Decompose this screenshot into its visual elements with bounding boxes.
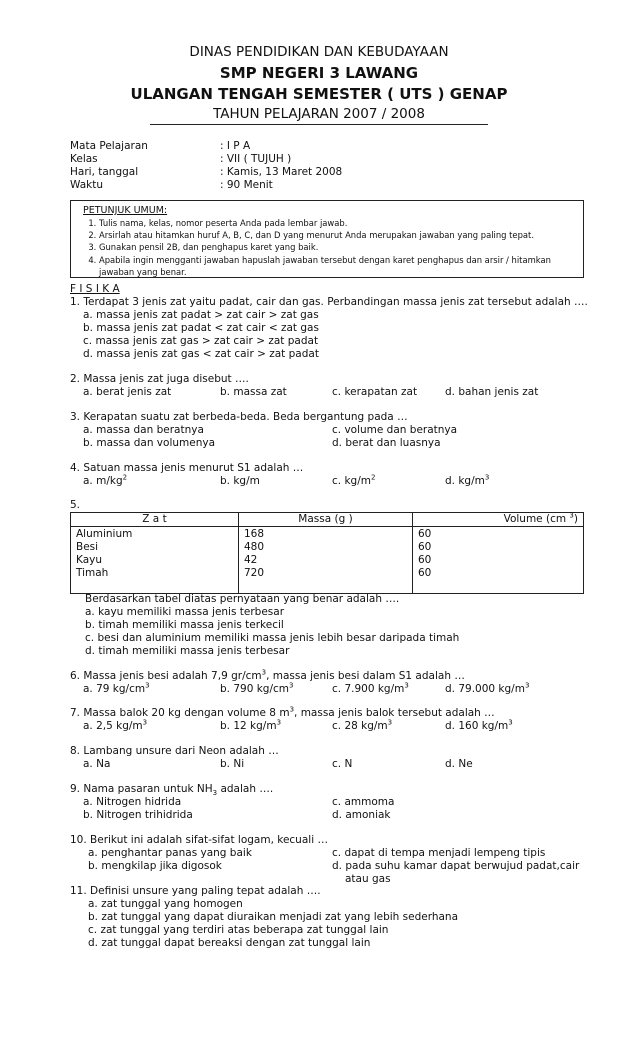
question-3: 3. Kerapatan suatu zat berbeda-beda. Beda bergantung pada … xyxy=(70,411,408,423)
q3-option-b: b. massa dan volumenya xyxy=(83,437,216,449)
density-table xyxy=(70,512,584,594)
q9-option-d: d. amoniak xyxy=(332,809,391,821)
q10-option-d-cont: atau gas xyxy=(345,873,391,885)
header-school: SMP NEGERI 3 LAWANG xyxy=(219,64,419,82)
q10-option-d: d. pada suhu kamar dapat berwujud padat,cair xyxy=(332,860,580,872)
q11-option-b: b. zat tunggal yang dapat diuraikan menjadi zat yang lebih sederhana xyxy=(88,911,459,923)
question-2: 2. Massa jenis zat juga disebut …. xyxy=(70,373,249,385)
instruction-item: 1. Tulis nama, kelas, nomor peserta Anda pada lembar jawab. xyxy=(99,217,585,229)
q6-option-d: d. 79.000 $kg/m^3$ xyxy=(445,681,530,695)
question-10: 10. Berikut ini adalah sifat-sifat logam, kecuali … xyxy=(70,834,328,846)
q10-option-c: c. dapat di tempa menjadi lempeng tipis xyxy=(332,847,546,859)
question-4: 4. Satuan massa jenis menurut S1 adalah … xyxy=(70,462,304,474)
q7-option-b: b. 12 $kg/m^3$ xyxy=(220,718,282,732)
exam-page: DINAS PENDIDIKAN DAN KEBUDAYAAN SMP NEGERI 3 LAWANG ULANGAN TENGAH SEMESTER ( UTS ) GENAP TAHUN PELAJARAN 2007 / 2008 Mata Pelajaran : I P A Kelas : VII ( TUJUH ) Hari, tanggal : Kamis, 13 Maret 2008 Waktu : 90 Menit PETUNJUK UMUM: 1. Tulis nama, kelas, nomor peserta Anda pada lembar jawab. 2. Arsirlah atau hitamkan huruf A, B, C, dan D yang menurut Anda merupakan jawaban yang paling tepat. 3. Gunakan pensil 2B, dan penghapus karet yang baik. 4. Apabila ingin mengganti jawaban hapuslah jawaban tersebut dengan karet penghapus dan arsir / hitamkan jawaban yang benar. F I S I K A 1. Terdapat 3 jenis zat yaitu padat, cair dan gas. Perbandingan massa jenis zat tersebut adalah …. a. massa jenis zat padat > zat cair > zat gas b. massa jenis zat padat < zat cair < zat gas c. massa jenis zat gas > zat cair > zat padat d. massa jenis zat gas < zat cair > zat padat 2. Massa jenis zat juga disebut …. a. berat jenis zat b. massa zat c. kerapatan zat d. bahan jenis zat 3. Kerapatan suatu zat berbeda-beda. Beda bergantung pada … a. massa dan beratnya c. volume dan beratnya b. massa dan volumenya d. berat dan luasnya 4. Satuan massa jenis menurut S1 adalah … a. $m/kg^2$ b. kg/m c. $kg/m^2$ d. $kg/m^3$ 5. Z a t Massa (g ) Volume (cm $^3$) Aluminium Besi Kayu Timah 168 480 42 720 60 60 60 60 Berdasarkan tabel diatas pernyataan yang benar adalah …. a. kayu memiliki massa jenis terbesar b. timah memiliki massa jenis terkecil c. besi dan aluminium memiliki massa jenis lebih besar daripada timah d. timah memiliki massa jenis terbesar 6. Massa jenis besi adalah 7,9 $gr/cm^3$, massa jenis besi dalam S1 adalah … a. 79 $kg/cm^3$ b. 790 $kg/cm^3$ c. 7.900 $kg/m^3$ d. 79.000 $kg/m^3$ 7. Massa balok 20 kg dengan volume 8 $m^3$, massa jenis balok tersebut adalah … a. 2,5 $kg/m^3$ b. 12 $kg/m^3$ c. 28 $kg/m^3$ d. 160 $kg/m^3$ 8. Lambang unsure dari Neon adalah … a. Na b. Ni c. N d. Ne 9. Nama pasaran untuk $NH_3$ adalah …. a. Nitrogen hidrida c. ammoma b. Nitrogen trihidrida d. amoniak 10. Berikut ini adalah sifat-sifat logam, kecuali … a. penghantar panas yang baik c. dapat di tempa menjadi lempeng tipis b. mengkilap jika digosok d. pada suhu kamar dapat berwujud padat,cair atau gas 11. Definisi unsure yang paling tepat adalah …. a. zat tunggal yang homogen b. zat tunggal yang dapat diuraikan menjadi zat yang lebih sederhana c. zat tunggal yang terdiri atas beberapa zat tunggal lain d. zat tunggal dapat bereaksi dengan zat tunggal lain xyxy=(0,0,638,1051)
q9-option-c: c. ammoma xyxy=(332,796,395,808)
q9-option-b: b. Nitrogen trihidrida xyxy=(83,809,193,821)
q4-option-b: b. kg/m xyxy=(220,475,260,487)
q5-option-c: c. besi dan aluminium memiliki massa jenis lebih besar daripada timah xyxy=(85,632,460,644)
q3-option-c: c. volume dan beratnya xyxy=(332,424,458,436)
table-header-row xyxy=(71,513,584,527)
q2-option-d: d. bahan jenis zat xyxy=(445,386,539,398)
question-1: 1. Terdapat 3 jenis zat yaitu padat, cair dan gas. Perbandingan massa jenis zat tersebut adalah …. xyxy=(70,296,588,308)
q2-option-c: c. kerapatan zat xyxy=(332,386,418,398)
section-title: F I S I K A xyxy=(70,283,120,295)
q11-option-c: c. zat tunggal yang terdiri atas beberapa zat tunggal lain xyxy=(88,924,389,936)
q8-option-c: c. N xyxy=(332,758,353,770)
q6-option-c: c. 7.900 $kg/m^3$ xyxy=(332,681,409,695)
q7-option-a: a. 2,5 $kg/m^3$ xyxy=(83,718,148,732)
col-header-substance: Z a t xyxy=(71,513,239,527)
question-5: Berdasarkan tabel diatas pernyataan yang benar adalah …. xyxy=(85,593,400,605)
q1-option-d: d. massa jenis zat gas < zat cair > zat padat xyxy=(83,348,319,360)
header-divider xyxy=(150,124,488,125)
q5-option-a: a. kayu memiliki massa jenis terbesar xyxy=(85,606,285,618)
instructions-box xyxy=(70,200,584,278)
instruction-item: 2. Arsirlah atau hitamkan huruf A, B, C, dan D yang menurut Anda merupakan jawaban yang paling tepat. xyxy=(99,229,585,241)
q7-option-c: c. 28 $kg/m^3$ xyxy=(332,718,393,732)
q6-option-b: b. 790 $kg/cm^3$ xyxy=(220,681,294,695)
q5-option-b: b. timah memiliki massa jenis terkecil xyxy=(85,619,284,631)
q9-option-a: a. Nitrogen hidrida xyxy=(83,796,182,808)
q4-option-d: d. $kg/m^3$ xyxy=(445,473,490,487)
table-row: Aluminium Besi Kayu Timah 168 480 42 720 60 60 60 60 xyxy=(71,527,584,594)
q10-option-b: b. mengkilap jika digosok xyxy=(88,860,222,872)
q11-option-d: d. zat tunggal dapat bereaksi dengan zat tunggal lain xyxy=(88,937,371,949)
q8-option-d: d. Ne xyxy=(445,758,473,770)
instruction-item: 3. Gunakan pensil 2B, dan penghapus karet yang baik. xyxy=(99,241,585,253)
q4-option-c: c. $kg/m^2$ xyxy=(332,473,376,487)
question-9: 9. Nama pasaran untuk $NH_3$ adalah …. xyxy=(70,783,274,798)
question-8: 8. Lambang unsure dari Neon adalah … xyxy=(70,745,279,757)
q1-option-b: b. massa jenis zat padat < zat cair < zat gas xyxy=(83,322,319,334)
instruction-item: 4. Apabila ingin mengganti jawaban hapuslah jawaban tersebut dengan karet penghapus dan arsir / hitamkan jawaban yang benar. xyxy=(99,254,585,278)
instructions-list xyxy=(81,217,585,278)
q3-option-d: d. berat dan luasnya xyxy=(332,437,441,449)
q1-option-c: c. massa jenis zat gas > zat cair > zat padat xyxy=(83,335,319,347)
q5-option-d: d. timah memiliki massa jenis terbesar xyxy=(85,645,290,657)
header-exam: ULANGAN TENGAH SEMESTER ( UTS ) GENAP xyxy=(130,85,508,103)
question-5-number: 5. xyxy=(70,499,81,511)
q7-option-d: d. 160 $kg/m^3$ xyxy=(445,718,513,732)
q6-option-a: a. 79 $kg/cm^3$ xyxy=(83,681,150,695)
q4-option-a: a. $m/kg^2$ xyxy=(83,473,128,487)
q2-option-b: b. massa zat xyxy=(220,386,287,398)
instructions-title: PETUNJUK UMUM: xyxy=(83,205,168,216)
q8-option-a: a. Na xyxy=(83,758,111,770)
header-agency: DINAS PENDIDIKAN DAN KEBUDAYAAN xyxy=(189,44,449,60)
q1-option-a: a. massa jenis zat padat > zat cair > zat gas xyxy=(83,309,319,321)
col-header-mass: Massa (g ) xyxy=(239,513,413,527)
q8-option-b: b. Ni xyxy=(220,758,245,770)
question-6: 6. Massa jenis besi adalah 7,9 $gr/cm^3$, massa jenis besi dalam S1 adalah … xyxy=(70,668,465,682)
q10-option-a: a. penghantar panas yang baik xyxy=(88,847,252,859)
question-7: 7. Massa balok 20 kg dengan volume 8 $m^3$, massa jenis balok tersebut adalah … xyxy=(70,705,495,719)
col-header-volume: Volume (cm $^3$) xyxy=(413,513,584,527)
question-11: 11. Definisi unsure yang paling tepat adalah …. xyxy=(70,885,321,897)
q11-option-a: a. zat tunggal yang homogen xyxy=(88,898,243,910)
q3-option-a: a. massa dan beratnya xyxy=(83,424,204,436)
q2-option-a: a. berat jenis zat xyxy=(83,386,172,398)
header-year: TAHUN PELAJARAN 2007 / 2008 xyxy=(213,106,425,122)
